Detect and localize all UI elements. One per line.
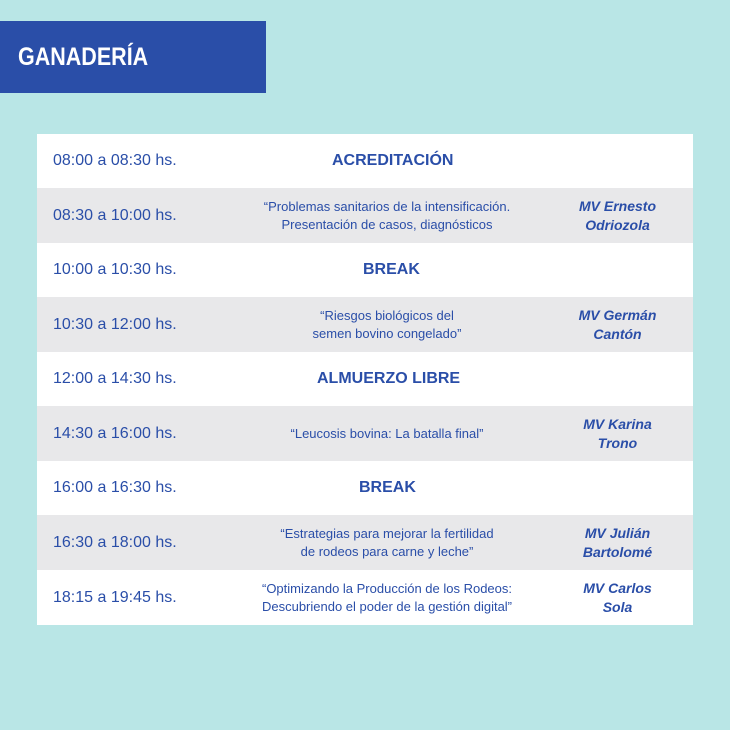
session-title: “Estrategias para mejorar la fertilidad de rodeos para carne y leche” — [280, 525, 494, 559]
schedule-row — [37, 188, 693, 243]
time-slot: 10:30 a 12:00 hs. — [53, 315, 177, 333]
session-label: BREAK — [363, 261, 420, 278]
schedule-row — [37, 406, 693, 461]
time-slot: 14:30 a 16:00 hs. — [53, 424, 177, 442]
speaker-name: MV Julián Bartolomé — [582, 524, 653, 560]
schedule-row — [37, 515, 693, 570]
speaker-name: MV Germán Cantón — [578, 306, 657, 342]
speaker-name: MV Ernesto Odriozola — [578, 197, 656, 233]
schedule-row — [37, 570, 693, 625]
session-label: BREAK — [359, 479, 416, 496]
time-slot: 16:00 a 16:30 hs. — [53, 479, 177, 496]
session-label: ALMUERZO LIBRE — [317, 370, 461, 387]
section-title: GANADERÍA — [18, 42, 149, 71]
speaker-name: MV Karina Trono — [583, 415, 652, 451]
time-slot: 10:00 a 10:30 hs. — [53, 261, 177, 278]
schedule-row — [37, 243, 693, 297]
schedule-row — [37, 461, 693, 515]
session-title: “Riesgos biológicos del semen bovino congelado” — [312, 307, 462, 341]
time-slot: 12:00 a 14:30 hs. — [53, 370, 177, 387]
session-label: ACREDITACIÓN — [332, 152, 454, 169]
session-title: “Optimizando la Producción de los Rodeos: Descubriendo el poder de la gestión digital” — [261, 580, 513, 614]
speaker-name: MV Carlos Sola — [583, 579, 652, 615]
session-title: “Leucosis bovina: La batalla final” — [290, 425, 484, 441]
schedule-row — [37, 297, 693, 352]
section-title-banner — [0, 21, 266, 93]
schedule-row — [37, 134, 693, 188]
time-slot: 08:00 a 08:30 hs. — [53, 152, 177, 169]
time-slot: 16:30 a 18:00 hs. — [53, 533, 177, 551]
time-slot: 08:30 a 10:00 hs. — [53, 206, 177, 224]
schedule-row — [37, 352, 693, 406]
time-slot: 18:15 a 19:45 hs. — [53, 588, 177, 606]
session-title: “Problemas sanitarios de la intensificación. Presentación de casos, diagnósticos — [263, 198, 511, 232]
schedule-table — [37, 134, 693, 625]
